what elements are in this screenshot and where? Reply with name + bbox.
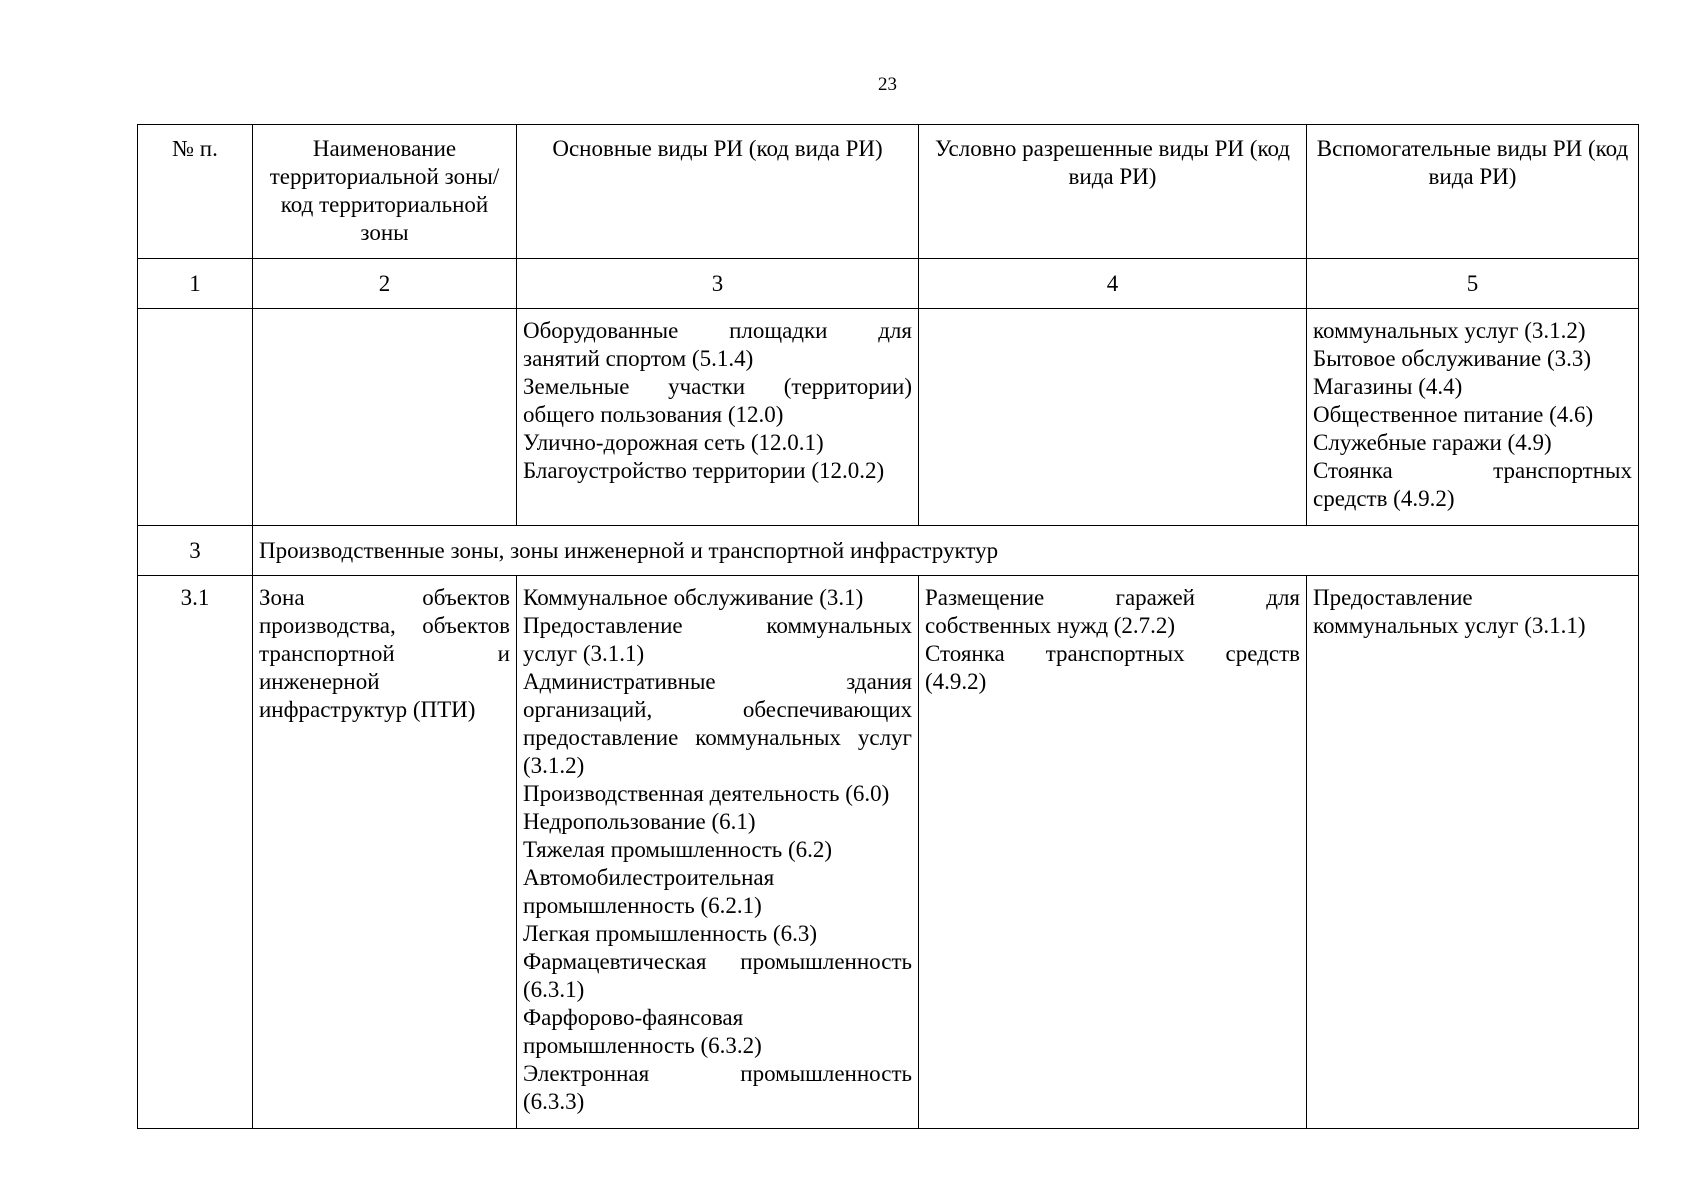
cell-text-line: Производственная деятельность (6.0) [523,781,890,806]
cell-text-line: Недропользование (6.1) [523,809,756,834]
cell-text-line: Стоянка транспортных средств [925,641,1300,666]
section-title: Производственные зоны, зоны инженерной и транспортной инфраструктур [253,526,1639,576]
table-row [138,576,1639,1129]
cell-text-line: промышленность (6.2.1) [523,893,762,918]
cell-text-line: промышленность (6.3.2) [523,1033,762,1058]
table-header-row [138,125,1639,259]
cell-text-line: Административные здания [523,669,912,694]
cell-text-line: (4.9.2) [925,669,987,694]
column-index-row [138,259,1639,309]
cell-text-line: Размещение гаражей для [925,585,1300,610]
cell-text-line: (6.3.1) [523,977,585,1002]
cell-main-types [517,576,919,1129]
cell-text-line: инженерной [259,669,380,694]
cell-text-line: инфраструктур (ПТИ) [259,697,476,722]
section-row [138,526,1639,576]
cell-text-line: Легкая промышленность (6.3) [523,921,817,946]
header-conditional-types: Условно разрешенные виды РИ (код вида РИ) [919,125,1307,259]
cell-text-line: Зона объектов [259,585,510,610]
cell-text-line: общего пользования (12.0) [523,402,784,427]
cell-text-line: организаций, обеспечивающих [523,697,912,722]
cell-text-line: предоставление коммунальных услуг [523,725,912,750]
cell-text-line: Земельные участки (территории) [523,374,912,399]
cell-zone-name [253,309,517,526]
cell-text-line: Предоставление коммунальных [523,613,912,638]
column-index: 3 [517,259,919,309]
column-index: 4 [919,259,1307,309]
cell-text-line: производства, объектов [259,613,510,638]
column-index: 2 [253,259,517,309]
header-auxiliary-types: Вспомогательные виды РИ (код вида РИ) [1307,125,1639,259]
cell-auxiliary-types [1307,309,1639,526]
cell-text-line: коммунальных услуг (3.1.2) [1313,318,1586,343]
cell-text-line: занятий спортом (5.1.4) [523,346,754,371]
header-number: № п. [138,125,253,259]
cell-zone-name [253,576,517,1129]
cell-text-line: транспортной и [259,641,510,666]
cell-text-line: Общественное питание (4.6) [1313,402,1594,427]
header-main-types: Основные виды РИ (код вида РИ) [517,125,919,259]
cell-text-line: Улично-дорожная сеть (12.0.1) [523,430,824,455]
cell-text-line: Фармацевтическая промышленность [523,949,912,974]
cell-text-line: собственных нужд (2.7.2) [925,613,1176,638]
cell-conditional-types [919,309,1307,526]
cell-number: 3.1 [138,576,253,1129]
column-index: 5 [1307,259,1639,309]
cell-text-line: (3.1.2) [523,753,585,778]
cell-conditional-types [919,576,1307,1129]
cell-text-line: Автомобилестроительная [523,865,775,890]
column-index: 1 [138,259,253,309]
cell-text-line: Благоустройство территории (12.0.2) [523,458,885,483]
cell-text-line: Оборудованные площадки для [523,318,912,343]
cell-main-types [517,309,919,526]
cell-auxiliary-types [1307,576,1639,1129]
cell-text-line: Стоянка транспортных [1313,458,1632,483]
page-number: 23 [878,74,897,95]
section-number: 3 [138,526,253,576]
cell-number [138,309,253,526]
header-zone-name: Наименование территориальной зоны/код территориальной зоны [253,125,517,259]
cell-text-line: Служебные гаражи (4.9) [1313,430,1552,455]
cell-text-line: Фарфорово-фаянсовая [523,1005,744,1030]
cell-text-line: (6.3.3) [523,1089,585,1114]
cell-text-line: Тяжелая промышленность (6.2) [523,837,833,862]
cell-text-line: Магазины (4.4) [1313,374,1463,399]
table-row [138,309,1639,526]
cell-text-line: Предоставление [1313,585,1473,610]
cell-text-line: Коммунальное обслуживание (3.1) [523,585,864,610]
cell-text-line: коммунальных услуг (3.1.1) [1313,613,1586,638]
cell-text-line: средств (4.9.2) [1313,486,1455,511]
cell-text-line: Электронная промышленность [523,1061,912,1086]
zones-table [137,124,1639,1129]
cell-text-line: услуг (3.1.1) [523,641,645,666]
cell-text-line: Бытовое обслуживание (3.3) [1313,346,1592,371]
